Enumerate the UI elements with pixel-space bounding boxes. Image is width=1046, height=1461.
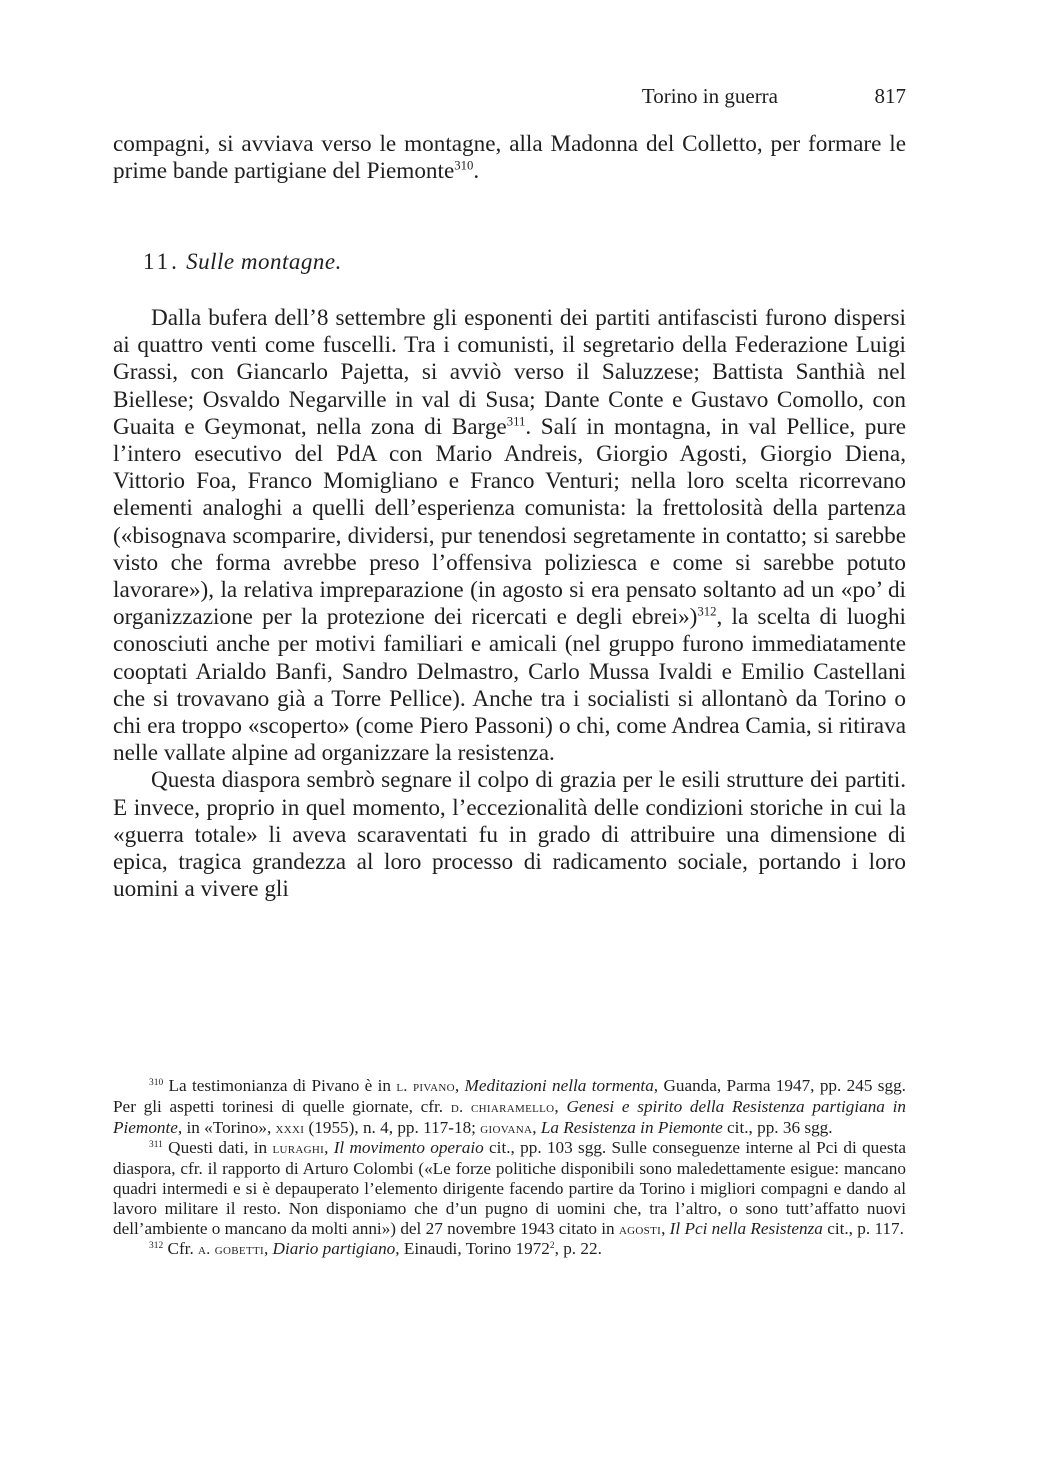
footnote-ref-312[interactable]: 312	[697, 604, 717, 619]
footnote-text: La testimonianza di Pivano è in	[163, 1076, 397, 1095]
author-name: agosti	[618, 1220, 662, 1238]
paragraph-1-part-1: Dalla bufera dell’8 settembre gli esponenti dei partiti antifascisti furono dispersi ai quattro venti come fuscelli. Tra i comunisti, il segretario della Federazione Luigi Grassi, con Giancarlo Pajetta, si avviò verso il Saluzzese; Battista Santhià nel Biellese; Osvaldo Negarville in val di Susa; Dante Conte e Gustavo Comollo, con Guaita e Geymonat, nella zona di Barge	[113, 305, 906, 440]
volume-number: xxxi	[275, 1119, 305, 1137]
footnote-number: 310	[149, 1077, 164, 1088]
footnote-text: , Einaudi, Torino 1972	[395, 1239, 550, 1259]
paragraph-1-part-3: , la scelta di luoghi conosciuti anche per motivi familiari e amicali (nel gruppo furono immediatamente cooptati Arialdo Banfi, Sandro Delmastro, Carlo Mussa Ivaldi e Emilio Castellani che si trovavano già a Torre Pellice). Anche tra i socialisti si allontanò da Torino o chi era troppo «scoperto» (come Piero Passoni) o chi, come Andrea Camia, si ritirava nelle vallate alpine ad organizzare la resistenza.	[113, 604, 906, 767]
work-title: Diario partigiano	[272, 1239, 396, 1259]
continuation-text: compagni, si avviava verso le montagne, alla Madonna del Colletto, per formare le prime bande partigiane del Piemonte	[113, 131, 906, 185]
footnote-text: ,	[661, 1218, 670, 1238]
paragraph-1	[113, 305, 906, 767]
running-head-title: Torino in guerra	[641, 84, 778, 108]
main-text	[113, 305, 906, 903]
section-title: Sulle montagne.	[186, 249, 342, 274]
continuation-end: .	[473, 158, 480, 185]
work-title: Genesi e spirito della Resistenza partigiana in Piemonte	[113, 1096, 907, 1137]
footnote-text: cit., pp. 36 sgg.	[722, 1117, 833, 1137]
footnote-text: Questi dati, in	[162, 1138, 273, 1158]
footnote-ref-311[interactable]: 311	[506, 414, 526, 429]
edition-number: 2	[549, 1241, 555, 1252]
footnote-number: 312	[149, 1241, 164, 1252]
footnote-text: ,	[454, 1076, 465, 1095]
footnote-text: (1955), n. 4, pp. 117-18;	[304, 1117, 481, 1137]
author-name: l. pivano	[396, 1078, 455, 1095]
footnote-ref-310[interactable]: 310	[454, 158, 474, 173]
footnote-text: , Guanda, Parma 1947, pp. 245 sgg. Per gli aspetti torinesi di quelle giornate, cfr.	[113, 1076, 906, 1116]
footnote-text: Cfr.	[163, 1239, 199, 1259]
footnote-text: ,	[324, 1138, 334, 1158]
section-number: 11.	[143, 249, 180, 274]
footnote-text: cit., pp. 103 sgg. Sulle conseguenze interne al Pci di questa diaspora, cfr. il rapporto di Arturo Colombi («Le forze politiche disponibili sono maledettamente esigue: mancano quadri intermedi e si è depauperato l’elemento dirigente facendo partire da Torino i migliori compagni e dando al lavoro militare il resto. Non disponiamo che d’un pugno di uomini che, tra l’altro, o sono tutt’affatto nuovi dell’ambiente o mancano da molti anni») del 27 novembre 1943 citato in	[113, 1138, 906, 1238]
footnote-310	[113, 1076, 906, 1138]
footnote-312	[113, 1239, 906, 1260]
footnote-text: , p. 22.	[554, 1239, 602, 1259]
work-title: Il Pci nella Resistenza	[669, 1218, 823, 1238]
footnote-number: 311	[149, 1140, 163, 1151]
paragraph-2: Questa diaspora sembrò segnare il colpo di grazia per le esili strutture dei partiti. E invece, proprio in quel momento, l’eccezionalità delle condizioni storiche in cui la «guerra totale» li aveva scaraventati fu in grado di attribuire una dimensione di epica, tragica grandezza al loro processo di radicamento sociale, portando i loro uomini a vivere gli	[113, 767, 906, 903]
author-name: a. gobetti	[198, 1241, 264, 1259]
work-title: La Resistenza in Piemonte	[540, 1117, 723, 1137]
author-name: luraghi	[272, 1140, 325, 1158]
footnote-text: ,	[554, 1096, 567, 1116]
work-title: Il movimento operaio	[333, 1138, 484, 1158]
footnote-text: ,	[263, 1239, 273, 1259]
footnote-text: cit., p. 117.	[822, 1218, 904, 1238]
footnote-text: ,	[532, 1117, 541, 1137]
paragraph-1-part-2: . Salí in montagna, in val Pellice, pure l’intero esecutivo del PdA con Mario Andreis, Giorgio Agosti, Giorgio Diena, Vittorio Foa, Franco Momigliano e Franco Venturi; nella loro scelta ricorrevano elementi analoghi a quelli dell’esperienza comunista: la frettolosità della partenza («bisognava scomparire, dividersi, pur tenendosi segretamente in contatto; si sarebbe visto che forma avrebbe preso l’offensiva poliziesca e come si sarebbe potuto lavorare»), la relativa impreparazione (in agosto si era pensato soltanto ad un «po’ di organizzazione per la protezione dei ricercati e degli ebrei»)	[113, 413, 906, 631]
continuation-paragraph	[113, 131, 906, 185]
work-title: Meditazioni nella tormenta	[464, 1076, 654, 1095]
footnotes	[113, 1076, 906, 1260]
running-head	[113, 84, 906, 114]
section-heading	[143, 249, 342, 275]
footnote-311	[113, 1138, 906, 1239]
author-name: d. chiaramello	[450, 1098, 555, 1116]
author-name: giovana	[480, 1119, 533, 1137]
page-number: 817	[874, 84, 906, 108]
footnote-text: , in «Torino»,	[177, 1117, 276, 1137]
